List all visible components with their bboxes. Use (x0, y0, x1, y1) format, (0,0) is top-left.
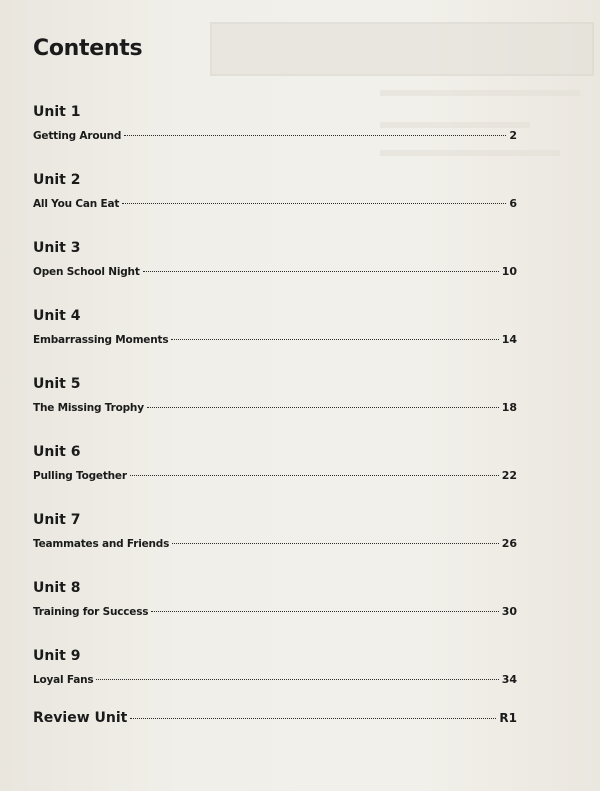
page-number: 22 (501, 469, 517, 482)
dot-leader (122, 203, 506, 204)
unit-heading: Unit 1 (33, 104, 81, 120)
dot-leader (151, 611, 498, 612)
page-number: 18 (501, 401, 517, 414)
unit-heading: Unit 6 (33, 444, 81, 460)
page-number: 2 (509, 129, 517, 142)
unit-title: Getting Around (33, 130, 122, 142)
toc-entry-unit-8[interactable] (33, 580, 517, 619)
dot-leader (124, 135, 506, 136)
unit-heading: Unit 3 (33, 240, 81, 256)
toc-entry-unit-4[interactable] (33, 308, 517, 347)
table-of-contents (33, 104, 517, 725)
toc-entry-unit-5[interactable] (33, 376, 517, 415)
unit-title: All You Can Eat (33, 198, 120, 210)
unit-title: The Missing Trophy (33, 402, 144, 414)
unit-heading: Unit 9 (33, 648, 81, 664)
dot-leader (143, 271, 499, 272)
dot-leader (172, 543, 499, 544)
unit-title: Embarrassing Moments (33, 334, 169, 346)
unit-heading: Unit 7 (33, 512, 81, 528)
dot-leader (171, 339, 498, 340)
unit-title: Loyal Fans (33, 674, 94, 686)
page-number: 26 (501, 537, 517, 550)
page-number: 6 (509, 197, 517, 210)
toc-entry-unit-3[interactable] (33, 240, 517, 279)
dot-leader (96, 679, 498, 680)
unit-title: Pulling Together (33, 470, 127, 482)
page-title: Contents (33, 36, 143, 61)
review-unit-title: Review Unit (33, 710, 128, 726)
bleed-through-banner (210, 22, 594, 76)
dot-leader (147, 407, 499, 408)
dot-leader (130, 718, 496, 719)
unit-heading: Unit 2 (33, 172, 81, 188)
page-number: 10 (501, 265, 517, 278)
toc-entry-unit-1[interactable] (33, 104, 517, 143)
unit-heading: Unit 5 (33, 376, 81, 392)
unit-heading: Unit 8 (33, 580, 81, 596)
toc-entry-unit-6[interactable] (33, 444, 517, 483)
toc-entry-review-unit[interactable] (33, 712, 517, 725)
toc-entry-unit-9[interactable] (33, 648, 517, 687)
page-number: 34 (501, 673, 517, 686)
bleed-through-line (380, 90, 580, 96)
unit-title: Training for Success (33, 606, 149, 618)
unit-title: Teammates and Friends (33, 538, 170, 550)
toc-entry-unit-2[interactable] (33, 172, 517, 211)
toc-entry-unit-7[interactable] (33, 512, 517, 551)
unit-title: Open School Night (33, 266, 140, 278)
page-number: 14 (501, 333, 517, 346)
page-number: R1 (499, 711, 517, 725)
page-number: 30 (501, 605, 517, 618)
dot-leader (130, 475, 499, 476)
unit-heading: Unit 4 (33, 308, 81, 324)
